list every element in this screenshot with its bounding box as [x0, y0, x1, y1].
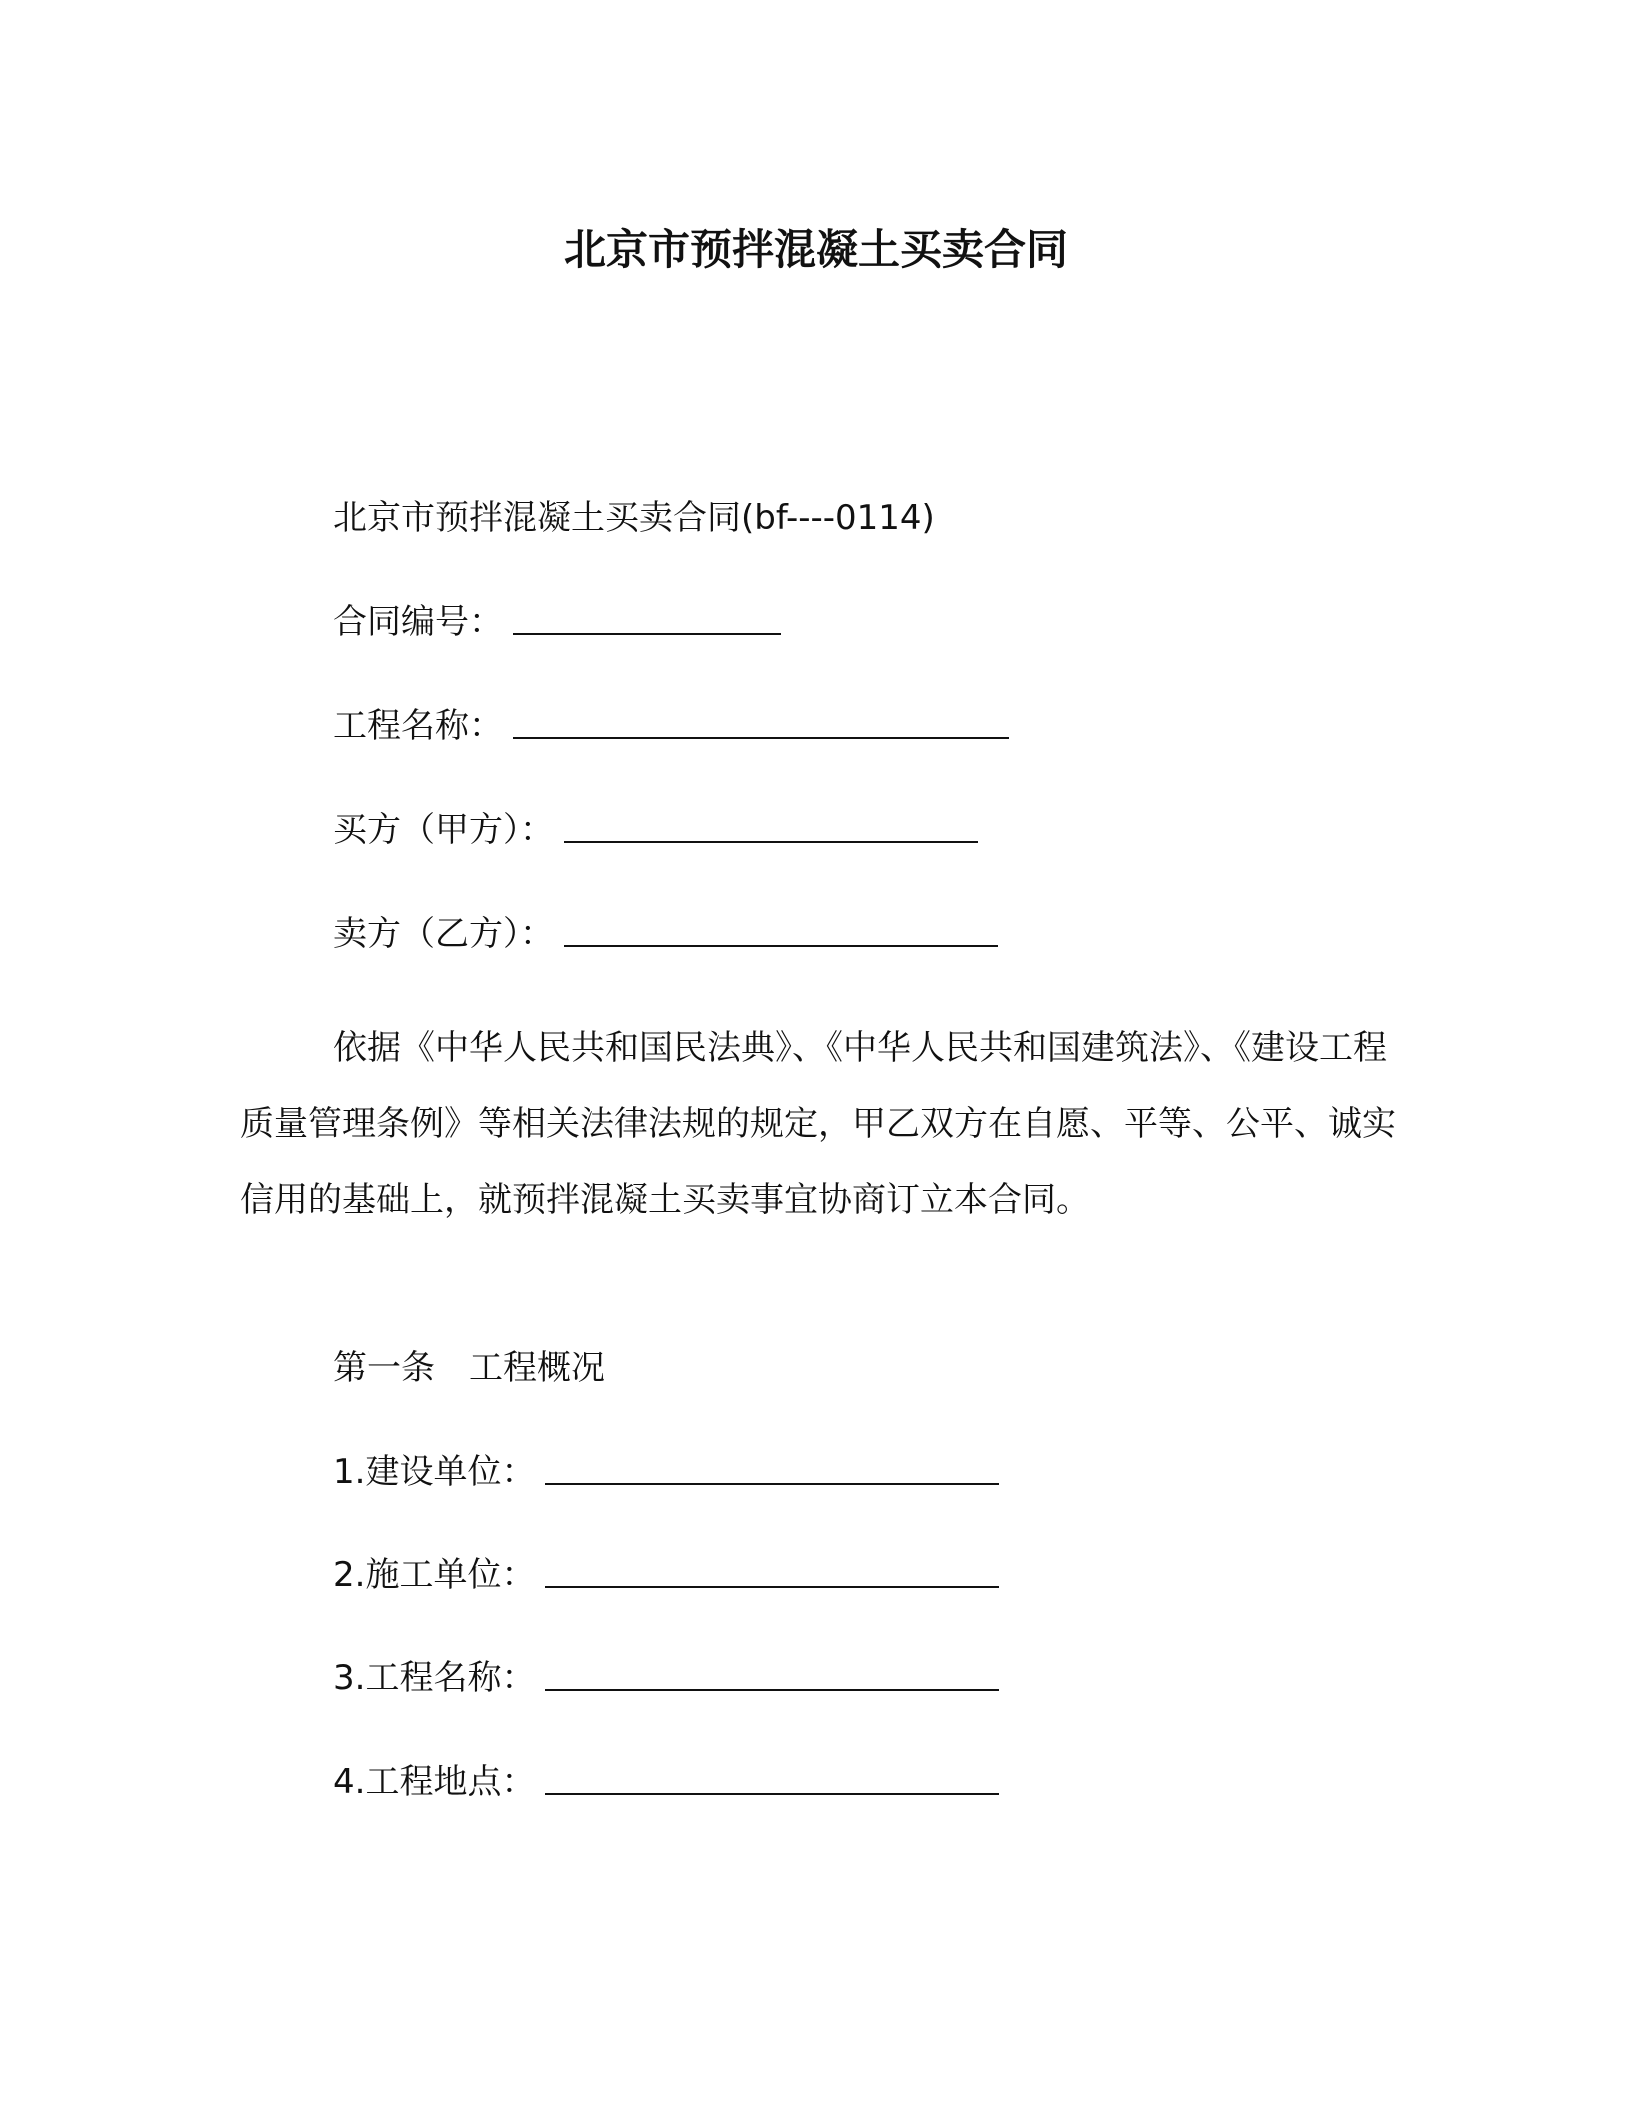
buyer-row [333, 806, 978, 854]
article-one-heading: 第一条 工程概况 [333, 1348, 605, 1388]
article-item-1 [333, 1448, 999, 1496]
project-name-label: 工程名称： [333, 706, 503, 746]
contract-no-blank [513, 603, 781, 635]
seller-blank [564, 915, 998, 947]
article-item-2 [333, 1551, 999, 1599]
article-item-label: 1.建设单位： [333, 1452, 536, 1492]
project-name-blank [513, 707, 1009, 739]
article-item-label: 4.工程地点： [333, 1762, 536, 1802]
article-item-4 [333, 1758, 999, 1806]
article-item-label: 2.施工单位： [333, 1555, 536, 1595]
article-item-label: 3.工程名称： [333, 1658, 536, 1698]
project-name-row [333, 702, 1009, 750]
article-item-blank [545, 1556, 999, 1588]
seller-label: 卖方（乙方）： [333, 914, 554, 954]
buyer-label: 买方（甲方）： [333, 810, 554, 850]
article-item-blank [545, 1659, 999, 1691]
buyer-blank [564, 811, 978, 843]
intro-paragraph [240, 1010, 1400, 1238]
intro-paragraph-text: 依据《中华人民共和国民法典》、《中华人民共和国建筑法》、《建设工程质量管理条例》等相关法律法规的规定，甲乙双方在自愿、平等、公平、诚实信用的基础上，就预拌混凝土买卖事宜协商订立本合同。 [240, 1028, 1396, 1220]
contract-no-label: 合同编号： [333, 602, 503, 642]
article-item-blank [545, 1453, 999, 1485]
document-title: 北京市预拌混凝土买卖合同 [563, 225, 1068, 274]
contract-no-row [333, 598, 781, 646]
article-item-blank [545, 1763, 999, 1795]
seller-row [333, 910, 998, 958]
article-item-3 [333, 1654, 999, 1702]
document-subtitle: 北京市预拌混凝土买卖合同(bf----0114) [333, 498, 935, 538]
